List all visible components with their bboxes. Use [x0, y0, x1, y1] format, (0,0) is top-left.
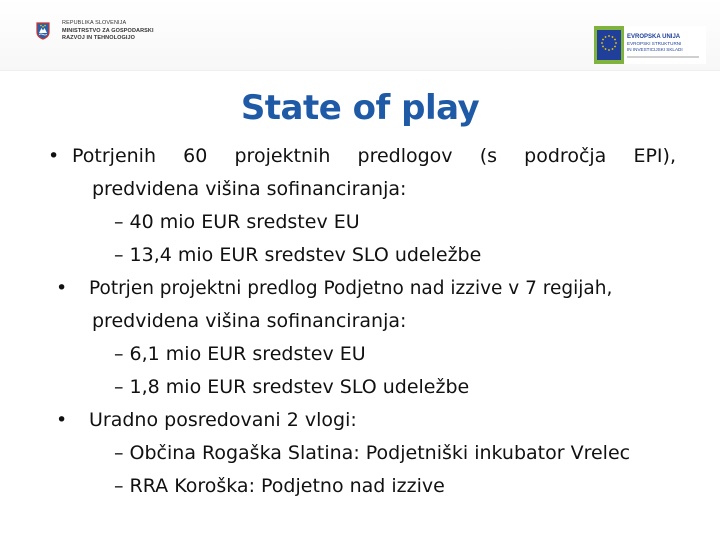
- bullet-1-subitem-1: – 40 mio EUR sredstev EU: [114, 211, 360, 233]
- header-band: [0, 0, 720, 71]
- eu-logo-line-1: EVROPSKA UNIJA: [627, 34, 681, 40]
- ministry-name: [62, 20, 154, 43]
- eu-logo-line-3: IN INVESTICIJSKI SKLADI: [627, 47, 683, 52]
- bullet-3-subitem-2: – RRA Koroška: Podjetno nad izzive: [114, 475, 445, 497]
- bullet-3-line-1: Uradno posredovani 2 vlogi:: [89, 409, 357, 431]
- eu-funds-logo: [594, 26, 706, 64]
- bullet-2-line-1: Potrjen projektni predlog Podjetno nad izzive v 7 regijah,: [89, 278, 613, 299]
- slide-title: State of play: [240, 88, 480, 128]
- eu-flag-icon: [597, 30, 621, 60]
- bullet-1-subitem-2: – 13,4 mio EUR sredstev SLO udeležbe: [114, 244, 482, 266]
- slovenia-crest-icon: [36, 22, 50, 40]
- bullet-1-line-2: predvidena višina sofinanciranja:: [92, 178, 407, 200]
- bullet-3-subitem-1: – Občina Rogaška Slatina: Podjetniški inkubator Vrelec: [114, 442, 631, 464]
- ministry-line-3: RAZVOJ IN TEHNOLOGIJO: [62, 35, 135, 41]
- bullet-3-marker: •: [56, 409, 68, 431]
- eu-logo-line-2: EVROPSKI STRUKTURNI: [627, 41, 682, 46]
- bullet-2-line-2: predvidena višina sofinanciranja:: [92, 310, 407, 332]
- bullet-1-marker: •: [48, 145, 60, 167]
- eu-logo-fine-print: [627, 56, 699, 58]
- ministry-line-2: MINISTRSTVO ZA GOSPODARSKI: [62, 27, 154, 34]
- bullet-2-subitem-2: – 1,8 mio EUR sredstev SLO udeležbe: [114, 376, 470, 398]
- bullet-1-line-1: Potrjenih 60 projektnih predlogov (s področja EPI),: [72, 145, 676, 167]
- ministry-line-1: REPUBLIKA SLOVENIJA: [62, 20, 127, 26]
- bullet-2-subitem-1: – 6,1 mio EUR sredstev EU: [114, 343, 366, 365]
- bullet-2-marker: •: [56, 277, 68, 299]
